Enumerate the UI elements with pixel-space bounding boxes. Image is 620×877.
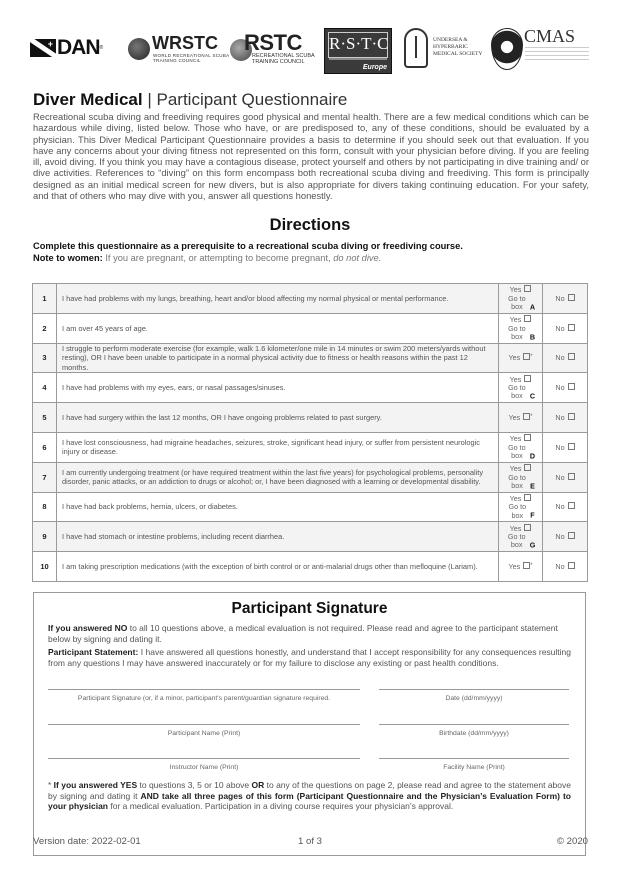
title-separator: | bbox=[142, 90, 157, 109]
yes-label: Yes bbox=[509, 464, 522, 474]
no-label: No bbox=[555, 562, 565, 572]
question-text: I have had surgery within the last 12 months, OR I have ongoing problems related to past surgery. bbox=[57, 403, 499, 433]
date-label: Date (dd/mm/yyyy) bbox=[445, 695, 503, 702]
box-letter: A bbox=[529, 302, 536, 312]
dan-logo-text: DAN bbox=[57, 36, 100, 59]
rstc-europe-logo-text: R·S·T·C bbox=[329, 34, 389, 53]
participant-name-label: Participant Name (Print) bbox=[167, 730, 241, 737]
no-answer-text: to all 10 questions above, a medical evaluation is not required. Please read and agree to the participant statement below by signing and dating it. bbox=[48, 623, 558, 644]
cmas-logo-subtitle bbox=[525, 47, 589, 61]
no-label: No bbox=[555, 502, 565, 512]
wrstc-globe-icon bbox=[128, 38, 150, 60]
question-row bbox=[33, 462, 588, 492]
uhms-logo bbox=[404, 28, 494, 72]
no-cell[interactable] bbox=[543, 343, 588, 373]
uhms-emblem-icon bbox=[404, 28, 428, 68]
wrstc-logo bbox=[128, 34, 243, 64]
dan-flag-icon: + bbox=[30, 39, 56, 57]
yes-label: Yes bbox=[508, 561, 521, 571]
note-bold-3: AND take all three pages of this form (Participant Questionnaire and the Physician’s Evaluation Form) to your physician bbox=[48, 790, 571, 811]
wrstc-logo-text: WRSTC bbox=[152, 33, 218, 53]
note-text-1: to questions 3, 5 or 10 above bbox=[137, 780, 252, 790]
date-field[interactable] bbox=[379, 689, 569, 690]
question-number: 6 bbox=[33, 432, 57, 462]
signature-heading: Participant Signature bbox=[231, 600, 388, 617]
goto-box-label: Go to box bbox=[508, 502, 527, 520]
yes-checkbox[interactable] bbox=[524, 524, 531, 531]
yes-label: Yes bbox=[508, 353, 521, 363]
yes-label: Yes bbox=[509, 315, 522, 325]
goto-box-label: Go to box bbox=[508, 442, 526, 461]
no-label: No bbox=[555, 293, 565, 303]
rstc-europe-label: Europe bbox=[362, 64, 387, 71]
no-checkbox[interactable] bbox=[568, 502, 575, 509]
directions-heading: Directions bbox=[269, 216, 351, 234]
no-checkbox[interactable] bbox=[568, 383, 575, 390]
note-label: Note to women: bbox=[33, 253, 103, 263]
question-number: 9 bbox=[33, 522, 57, 552]
yes-checkbox[interactable] bbox=[524, 315, 531, 322]
question-text: I have had problems with my lungs, breathing, heart and/or blood affecting my normal physical or mental performance. bbox=[57, 284, 499, 314]
title-subtitle: Participant Questionnaire bbox=[156, 90, 348, 109]
box-letter: C bbox=[529, 391, 536, 401]
question-number: 10 bbox=[33, 552, 57, 582]
note-emphasis: do not dive. bbox=[333, 253, 382, 263]
no-label: No bbox=[555, 472, 565, 482]
no-label: No bbox=[555, 353, 565, 363]
rstc-europe-logo bbox=[324, 28, 392, 74]
logo-bar bbox=[28, 26, 598, 74]
participant-signature-field[interactable] bbox=[48, 689, 360, 690]
page-number: 1 of 3 bbox=[297, 836, 322, 847]
no-cell[interactable] bbox=[543, 373, 588, 403]
instructor-name-field[interactable] bbox=[48, 758, 360, 759]
yes-cell[interactable] bbox=[499, 462, 543, 492]
yes-label: Yes bbox=[509, 434, 522, 444]
directions-instruction: Complete this questionnaire as a prerequisite to a recreational scuba diving or freediving course. bbox=[33, 241, 463, 251]
box-letter: F bbox=[530, 510, 535, 520]
goto-box-label: Go to box bbox=[508, 472, 526, 490]
no-label: No bbox=[555, 413, 565, 423]
no-cell[interactable] bbox=[543, 432, 588, 462]
yes-checkbox[interactable] bbox=[524, 285, 531, 292]
question-number: 1 bbox=[33, 284, 57, 314]
no-cell[interactable] bbox=[543, 492, 588, 522]
question-text: I am over 45 years of age. bbox=[57, 313, 499, 343]
question-row bbox=[33, 373, 588, 403]
question-number: 5 bbox=[33, 403, 57, 433]
asterisk-marker: * bbox=[530, 562, 533, 569]
yes-cell[interactable] bbox=[499, 522, 543, 552]
cmas-logo bbox=[491, 26, 596, 74]
box-letter: B bbox=[529, 331, 536, 341]
yes-cell[interactable] bbox=[499, 552, 543, 582]
yes-cell[interactable] bbox=[499, 432, 543, 462]
yes-label: Yes bbox=[508, 412, 521, 422]
facility-name-field[interactable] bbox=[379, 758, 569, 759]
question-row bbox=[33, 522, 588, 552]
question-text: I have lost consciousness, had migraine headaches, seizures, stroke, significant head injury, or suffer from persistent neurologic injury or disease. bbox=[57, 432, 499, 462]
yes-cell[interactable] bbox=[499, 284, 543, 314]
question-row bbox=[33, 343, 588, 373]
no-label: No bbox=[555, 532, 565, 542]
rstc-logo-text: RSTC bbox=[244, 30, 302, 55]
question-text: I have had stomach or intestine problems, including recent diarrhea. bbox=[57, 522, 499, 552]
box-letter: D bbox=[529, 451, 536, 461]
no-cell[interactable] bbox=[543, 522, 588, 552]
goto-box-label: Go to box bbox=[508, 323, 526, 341]
dan-logo: + DAN ® bbox=[30, 38, 103, 58]
yes-cell[interactable] bbox=[499, 492, 543, 522]
question-text: I am taking prescription medications (with the exception of birth control or or anti-malarial drugs other than mefloquine (Lariam). bbox=[57, 552, 499, 582]
no-label: No bbox=[555, 323, 565, 333]
question-text: I have had back problems, hernia, ulcers, or diabetes. bbox=[57, 492, 499, 522]
instructor-name-label: Instructor Name (Print) bbox=[169, 764, 239, 771]
no-checkbox[interactable] bbox=[568, 473, 575, 480]
note-text-3: for a medical evaluation. Participation in a diving course requires your physician’s approval. bbox=[108, 801, 454, 811]
cmas-logo-text: CMAS bbox=[524, 26, 576, 46]
note-asterisk: * bbox=[48, 780, 54, 790]
box-letter: E bbox=[530, 480, 535, 490]
question-row bbox=[33, 552, 588, 582]
no-cell[interactable] bbox=[543, 313, 588, 343]
statement-label: Participant Statement: bbox=[48, 647, 139, 657]
no-label: No bbox=[555, 442, 565, 452]
note-bold-1: If you answered YES bbox=[53, 780, 138, 790]
yes-checkbox[interactable] bbox=[524, 434, 531, 441]
uhms-logo-text: UNDERSEA & HYPERBARIC MEDICAL SOCIETY bbox=[433, 37, 483, 57]
note-text: If you are pregnant, or attempting to become pregnant, bbox=[102, 253, 334, 263]
no-checkbox[interactable] bbox=[568, 413, 575, 420]
question-row bbox=[33, 403, 588, 433]
yes-checkbox[interactable] bbox=[524, 375, 531, 382]
question-text: I struggle to perform moderate exercise (for example, walk 1.6 kilometer/one mile in 14 minutes or swim 200 meters/yards without resting), OR I have been unable to participate in a normal physical activity due to fitness or health reasons within the past 12 months. bbox=[57, 343, 499, 373]
yes-answer-note bbox=[48, 780, 571, 812]
no-checkbox[interactable] bbox=[568, 294, 575, 301]
birthdate-label: Birthdate (dd/mm/yyyy) bbox=[439, 730, 509, 737]
facility-name-label: Facility Name (Print) bbox=[443, 764, 505, 771]
no-checkbox[interactable] bbox=[568, 353, 575, 360]
yes-cell[interactable] bbox=[499, 343, 543, 373]
no-checkbox[interactable] bbox=[568, 532, 575, 539]
question-number: 3 bbox=[33, 343, 57, 373]
no-answer-instruction bbox=[48, 623, 571, 644]
yes-cell[interactable] bbox=[499, 373, 543, 403]
yes-checkbox[interactable] bbox=[524, 494, 531, 501]
question-number: 7 bbox=[33, 462, 57, 492]
goto-box-label: Go to box bbox=[507, 532, 526, 550]
question-number: 4 bbox=[33, 373, 57, 403]
yes-cell[interactable] bbox=[499, 313, 543, 343]
note-text-2: to any of the questions on page 2, please read and agree to the statement above by signing and dating it bbox=[48, 780, 571, 801]
wrstc-logo-subtitle: WORLD RECREATIONAL SCUBA TRAINING COUNCIL bbox=[153, 53, 230, 63]
yes-checkbox[interactable] bbox=[524, 464, 531, 471]
yes-label: Yes bbox=[509, 374, 522, 384]
participant-name-field[interactable] bbox=[48, 724, 360, 725]
question-text: I have had problems with my eyes, ears, or nasal passages/sinuses. bbox=[57, 373, 499, 403]
no-checkbox[interactable] bbox=[568, 562, 575, 569]
version-date: Version date: 2022-02-01 bbox=[33, 836, 141, 847]
title-bold: Diver Medical bbox=[33, 90, 143, 109]
question-row bbox=[33, 313, 588, 343]
yes-label: Yes bbox=[509, 523, 522, 533]
question-text: I am currently undergoing treatment (or have required treatment within the last five years) for psychological problems, personality disorder, panic attacks, or an addiction to drugs or alcohol; or, I have been diagnosed with a learning or developmental disability. bbox=[57, 462, 499, 492]
no-cell[interactable] bbox=[543, 403, 588, 433]
questions-table bbox=[32, 283, 588, 582]
note-to-women bbox=[33, 253, 381, 263]
no-cell[interactable] bbox=[543, 462, 588, 492]
question-number: 2 bbox=[33, 313, 57, 343]
box-letter: G bbox=[529, 540, 536, 550]
asterisk-marker: * bbox=[530, 354, 533, 361]
statement-text: I have answered all questions honestly, and understand that I accept responsibility for any consequences resulting from any questions I may have answered inaccurately or for my failure to disclose any existing or past health conditions. bbox=[48, 647, 571, 668]
question-row bbox=[33, 492, 588, 522]
yes-cell[interactable] bbox=[499, 403, 543, 433]
yes-label: Yes bbox=[509, 494, 522, 504]
no-checkbox[interactable] bbox=[568, 324, 575, 331]
no-cell[interactable] bbox=[543, 552, 588, 582]
goto-box-label: Go to box bbox=[508, 383, 526, 401]
no-answer-bold: If you answered NO bbox=[48, 623, 128, 633]
note-bold-2: OR bbox=[251, 780, 265, 790]
intro-paragraph: Recreational scuba diving and freediving requires good physical and mental health. There are a few medical conditions which can be hazardous while diving, listed below. Those who have, or are predisposed to, any of these conditions, should be evaluated by a physician. This Diver Medical Participant Questionnaire provides a basis to determine if you should seek out that evaluation. If you have any concerns about your diving fitness not represented on this form, consult with your physician before diving. If you are feeling ill, avoid diving. If you think you may have a contagious disease, protect yourself and others by not participating in dive training and/ or dive activities. References to “diving” on this form encompass both recreational scuba diving and freediving. This form is principally designed as an initial medical screen for new divers, but is also appropriate for divers taking continuing education. For your safety, and that of others who may dive with you, answer all questions honestly. bbox=[33, 111, 589, 202]
question-row bbox=[33, 284, 588, 314]
no-checkbox[interactable] bbox=[568, 443, 575, 450]
copyright: © 2020 bbox=[556, 836, 588, 847]
no-cell[interactable] bbox=[543, 284, 588, 314]
participant-signature-label: Participant Signature (or, if a minor, participant's parent/guardian signature required. bbox=[77, 695, 331, 702]
question-number: 8 bbox=[33, 492, 57, 522]
question-row bbox=[33, 432, 588, 462]
goto-box-label: Go to box bbox=[508, 293, 526, 312]
participant-signature-section bbox=[33, 592, 586, 856]
rstc-logo-subtitle: RECREATIONAL SCUBA TRAINING COUNCIL bbox=[252, 53, 315, 65]
cmas-emblem-icon bbox=[491, 28, 523, 70]
page-title bbox=[33, 90, 347, 110]
participant-statement bbox=[48, 647, 571, 668]
yes-label: Yes bbox=[509, 285, 522, 295]
birthdate-field[interactable] bbox=[379, 724, 569, 725]
no-label: No bbox=[555, 383, 565, 393]
asterisk-marker: * bbox=[530, 413, 533, 420]
